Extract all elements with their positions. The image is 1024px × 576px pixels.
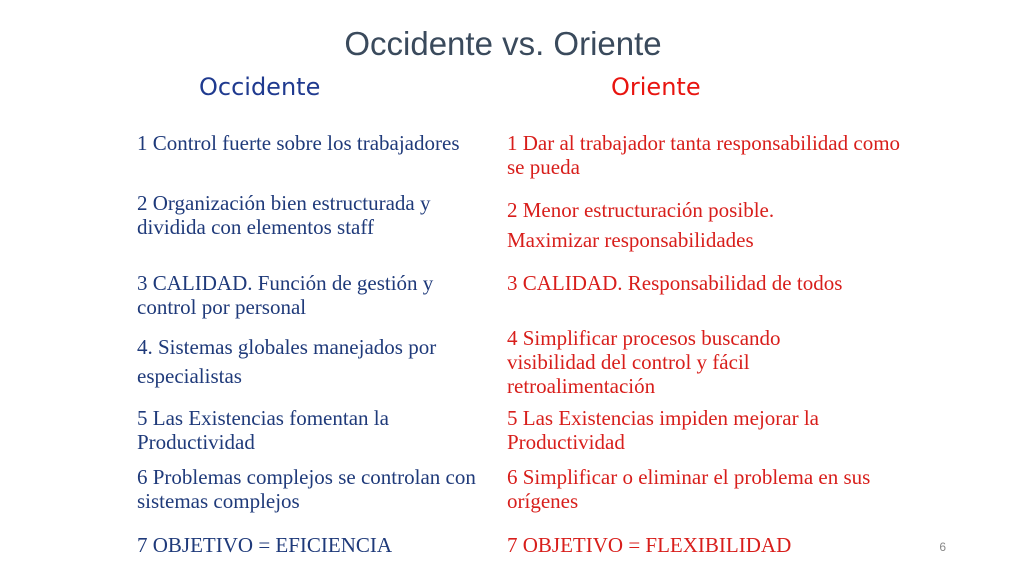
slide-title: Occidente vs. Oriente (344, 25, 662, 62)
oriente-item-5: 5 Las Existencias impiden mejorar la Productividad (507, 406, 819, 454)
oriente-item-7: 7 OBJETIVO = FLEXIBILIDAD (507, 533, 792, 557)
occidente-item-7: 7 OBJETIVO = EFICIENCIA (137, 533, 393, 557)
oriente-item-3: 3 CALIDAD. Responsabilidad de todos (507, 271, 843, 295)
occidente-header: Occidente (199, 73, 321, 101)
occidente-item-6: 6 Problemas complejos se controlan con sistemas complejos (137, 465, 476, 513)
occidente-item-3: 3 CALIDAD. Función de gestión y control por personal (137, 271, 434, 319)
oriente-item-2: 2 Menor estructuración posible. Maximizar responsabilidades (507, 198, 775, 252)
oriente-item-4: 4 Simplificar procesos buscando visibilidad del control y fácil retroalimentación (507, 326, 781, 398)
occidente-item-5: 5 Las Existencias fomentan la Productividad (137, 406, 389, 454)
page-number: 6 (939, 540, 946, 554)
occidente-item-2: 2 Organización bien estructurada y dividida con elementos staff (137, 191, 431, 239)
oriente-header: Oriente (611, 73, 701, 101)
occidente-item-4: 4. Sistemas globales manejados por especialistas (137, 335, 437, 388)
oriente-item-6: 6 Simplificar o eliminar el problema en sus orígenes (507, 465, 871, 513)
occidente-item-1: 1 Control fuerte sobre los trabajadores (137, 131, 460, 155)
oriente-item-1: 1 Dar al trabajador tanta responsabilidad como se pueda (507, 131, 901, 179)
